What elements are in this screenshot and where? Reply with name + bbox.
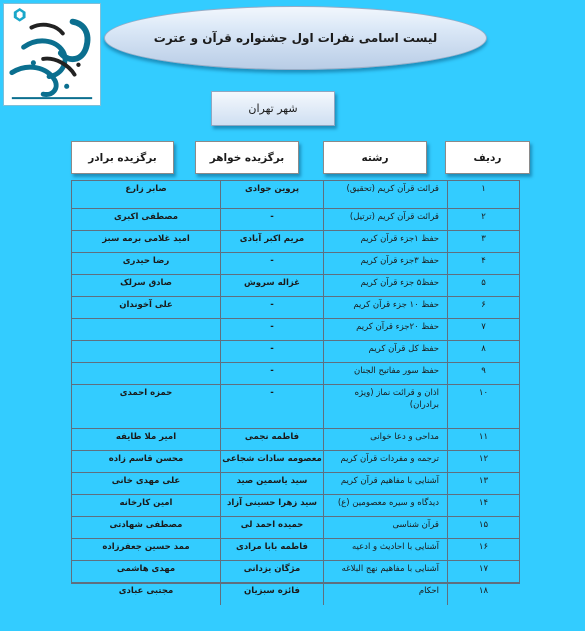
field-cell: احکام [323, 583, 447, 605]
field-cell: قرآن شناسی [323, 517, 447, 538]
field-cell: آشنایی با مفاهیم قرآن کریم [323, 473, 447, 494]
brother-winner-cell: حمزه احمدی [119, 388, 173, 398]
field-cell: قرائت قرآن کریم (تحقیق) [323, 181, 447, 208]
brother-winner-cell: علی مهدی خانی [111, 476, 181, 486]
index-cell: ۱۱ [447, 429, 519, 450]
table-row [72, 451, 519, 473]
index-cell: ۱۶ [447, 539, 519, 560]
table-row [72, 275, 519, 297]
sister-winner-cell: - [220, 297, 323, 318]
header-brother: برگزیده برادر [71, 141, 174, 174]
page-title: لیست اسامی نفرات اول جشنواره قرآن و عترت [153, 31, 438, 45]
table-row [72, 341, 519, 363]
field-cell: اذان و قرائت نماز (ویژه برادران) [323, 385, 447, 428]
sister-winner-cell: مریم اکبر آبادی [220, 231, 323, 252]
sister-winner-cell: غزاله سروش [220, 275, 323, 296]
header-sister: برگزیده خواهر [195, 141, 299, 174]
index-cell: ۱۳ [447, 473, 519, 494]
field-cell: آشنایی با مفاهیم نهج البلاغه [323, 561, 447, 582]
table-row [72, 517, 519, 539]
brother-winner-cell: علی آخوندان [119, 300, 173, 310]
sister-winner-cell: مژگان یزدانی [220, 561, 323, 582]
brother-winner-cell [72, 341, 220, 362]
table-row [72, 539, 519, 561]
index-cell: ۲ [447, 209, 519, 230]
table-row [72, 297, 519, 319]
index-cell: ۴ [447, 253, 519, 274]
field-cell: ترجمه و مفردات قرآن کریم [323, 451, 447, 472]
title-banner [104, 6, 487, 70]
field-cell: قرائت قرآن کریم (ترتیل) [323, 209, 447, 230]
index-cell: ۱ [447, 181, 519, 208]
table-row [72, 319, 519, 341]
brother-winner-cell [72, 363, 220, 384]
winners-table [71, 180, 520, 596]
field-cell: مداحی و دعا خوانی [323, 429, 447, 450]
brother-winner-cell: صادق سرلک [120, 278, 172, 288]
brother-winner-cell: مجتبی عبادی [118, 586, 174, 596]
field-cell: حفظ ۲۰جزء قرآن کریم [323, 319, 447, 340]
table-row [72, 385, 519, 429]
header-field: رشته [323, 141, 427, 174]
sister-winner-cell: سید زهرا حسینی آزاد [220, 495, 323, 516]
table-row [72, 181, 519, 209]
sister-winner-cell: فاطمه نجمی [220, 429, 323, 450]
brother-winner-cell: امین کارخانه [119, 498, 173, 508]
sister-winner-cell: - [220, 363, 323, 384]
brother-winner-cell: امید غلامی برمه سبز [102, 234, 190, 244]
index-cell: ۵ [447, 275, 519, 296]
table-row [72, 363, 519, 385]
table-row [72, 231, 519, 253]
table-row [72, 209, 519, 231]
brother-winner-cell: ممد حسین جعفرزاده [102, 542, 190, 552]
brother-winner-cell: محسن قاسم زاده [108, 454, 184, 464]
field-cell: حفظ کل قرآن کریم [323, 341, 447, 362]
brother-winner-cell: امیر ملا طایفه [115, 432, 177, 442]
field-cell: حفظ سور مفاتیح الجنان [323, 363, 447, 384]
brother-winner-cell: مهدی هاشمی [116, 564, 176, 574]
table-row [72, 583, 519, 605]
sister-winner-cell: - [220, 319, 323, 340]
header-index: ردیف [445, 141, 530, 174]
sister-winner-cell: - [220, 385, 323, 428]
index-cell: ۳ [447, 231, 519, 252]
brother-winner-cell: رضا حیدری [122, 256, 170, 266]
table-row [72, 429, 519, 451]
index-cell: ۱۴ [447, 495, 519, 516]
sister-winner-cell: سید یاسمین صید [220, 473, 323, 494]
festival-logo [3, 3, 101, 106]
index-cell: ۱۵ [447, 517, 519, 538]
field-cell: حفظ۵ جزء قرآن کریم [323, 275, 447, 296]
sister-winner-cell: - [220, 253, 323, 274]
field-cell: حفظ ۱۰ جزء قرآن کریم [323, 297, 447, 318]
index-cell: ۱۸ [447, 583, 519, 605]
field-cell: دیدگاه و سیره معصومین (ع) [323, 495, 447, 516]
sister-winner-cell: حمیده احمد لی [220, 517, 323, 538]
sister-winner-cell: معصومه سادات شجاعی [220, 451, 323, 472]
sister-winner-cell: فاطمه بابا مرادی [220, 539, 323, 560]
index-cell: ۱۰ [447, 385, 519, 428]
brother-winner-cell: مصطفی شهادتی [109, 520, 183, 530]
index-cell: ۱۷ [447, 561, 519, 582]
table-row [72, 473, 519, 495]
sister-winner-cell: - [220, 341, 323, 362]
table-row [72, 253, 519, 275]
table-row [72, 561, 519, 583]
field-cell: آشنایی با احادیث و ادعیه [323, 539, 447, 560]
sister-winner-cell: پروین جوادی [220, 181, 323, 208]
brother-winner-cell: صابر زارع [125, 184, 167, 194]
city-label: شهر تهران [211, 91, 335, 126]
sister-winner-cell: فائزه سبزیان [220, 583, 323, 605]
index-cell: ۷ [447, 319, 519, 340]
index-cell: ۶ [447, 297, 519, 318]
table-row [72, 495, 519, 517]
index-cell: ۱۲ [447, 451, 519, 472]
field-cell: حفظ ۱جزء قرآن کریم [323, 231, 447, 252]
index-cell: ۹ [447, 363, 519, 384]
index-cell: ۸ [447, 341, 519, 362]
field-cell: حفظ ۳جزء قرآن کریم [323, 253, 447, 274]
sister-winner-cell: - [220, 209, 323, 230]
brother-winner-cell [72, 319, 220, 340]
brother-winner-cell: مصطفی اکبری [114, 212, 178, 222]
